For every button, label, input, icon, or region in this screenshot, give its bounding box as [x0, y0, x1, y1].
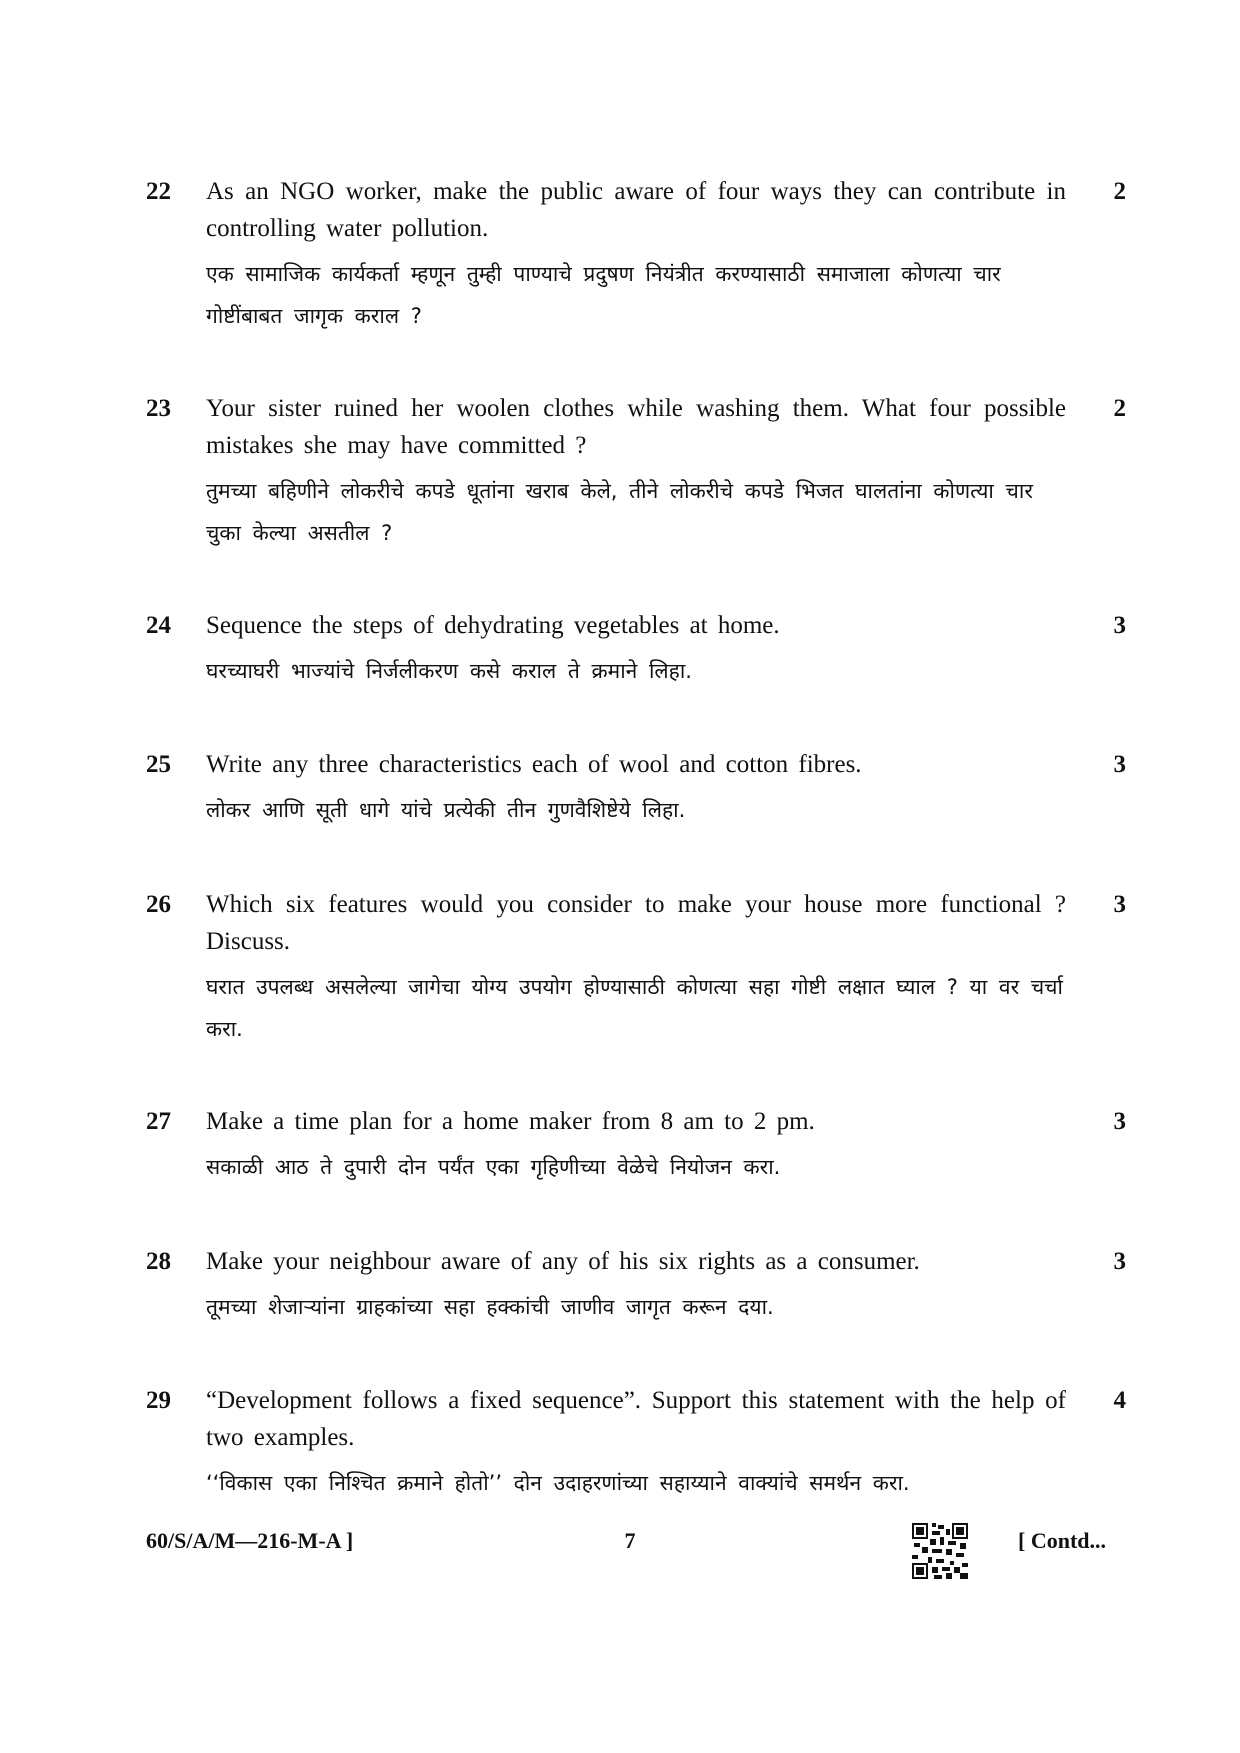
question-text-english: Write any three characteristics each of wool and cotton fibres. [206, 751, 862, 778]
question-text-marathi: लोकर आणि सूती धागे यांचे प्रत्येकी तीन गुणवैशिष्टेये लिहा. [206, 798, 686, 822]
question-text-marathi: एक सामाजिक कार्यकर्ता म्हणून तुम्ही पाण्याचे प्रदुषण नियंत्रीत करण्यासाठी समाजाला कोणत्या चार गोष्टींबाबत जागृक कराल ? [206, 262, 1001, 328]
question-marks: 4 [1113, 1387, 1126, 1414]
page-footer [0, 1523, 1240, 1583]
question-number: 29 [146, 1387, 171, 1414]
qr-code-icon [912, 1523, 968, 1579]
question-body [206, 1382, 1066, 1504]
question-text-marathi: ‘‘विकास एका निश्चित क्रमाने होतो’’ दोन उदाहरणांच्या सहाय्याने वाक्यांचे समर्थन करा. [206, 1471, 910, 1495]
question-marks: 3 [1113, 751, 1126, 778]
continued-label: [ Contd... [1018, 1528, 1107, 1553]
page-number: 7 [624, 1528, 636, 1553]
question-number: 25 [146, 751, 171, 778]
question-text-english: Sequence the steps of dehydrating vegetables at home. [206, 612, 780, 639]
question-number: 27 [146, 1108, 171, 1135]
question-text-marathi: घरच्याघरी भाज्यांचे निर्जलीकरण कसे कराल ते क्रमाने लिहा. [206, 659, 692, 683]
question-body [206, 390, 1066, 554]
question-marks: 3 [1113, 1248, 1126, 1275]
question-body [206, 746, 1066, 831]
question-marks: 3 [1113, 891, 1126, 918]
paper-code: 60/S/A/M—216-M-A ] [146, 1528, 354, 1553]
question-text-marathi: तूमच्या शेजाऱ्यांना ग्राहकांच्या सहा हक्कांची जाणीव जागृत करून दया. [206, 1295, 774, 1319]
question-body [206, 1103, 1066, 1188]
question-text-marathi: घरात उपलब्ध असलेल्या जागेचा योग्य उपयोग होण्यासाठी कोणत्या सहा गोष्टी लक्षात घ्याल ? या वर चर्चा करा. [206, 975, 1063, 1041]
question-text-english: Make a time plan for a home maker from 8 am to 2 pm. [206, 1108, 815, 1135]
question-text-english: “Development follows a fixed sequence”. Support this statement with the help of two examples. [206, 1387, 1066, 1451]
question-body [206, 173, 1066, 337]
question-text-english: As an NGO worker, make the public aware of four ways they can contribute in controlling water pollution. [206, 178, 1066, 242]
question-number: 26 [146, 891, 171, 918]
question-marks: 2 [1113, 395, 1126, 422]
question-number: 23 [146, 395, 171, 422]
question-number: 22 [146, 178, 171, 205]
question-text-english: Which six features would you consider to make your house more functional ? Discuss. [206, 891, 1066, 955]
question-number: 24 [146, 612, 171, 639]
question-body [206, 1243, 1066, 1328]
question-body [206, 886, 1066, 1050]
question-text-marathi: तुमच्या बहिणीने लोकरीचे कपडे धूतांना खराब केले, तीने लोकरीचे कपडे भिजत घालतांना कोणत्या चार चुका केल्या असतील ? [206, 479, 1033, 545]
question-marks: 3 [1113, 612, 1126, 639]
question-body [206, 607, 1066, 692]
question-text-english: Your sister ruined her woolen clothes while washing them. What four possible mistakes she may have committed ? [206, 395, 1066, 459]
question-text-english: Make your neighbour aware of any of his six rights as a consumer. [206, 1248, 920, 1275]
question-marks: 3 [1113, 1108, 1126, 1135]
question-text-marathi: सकाळी आठ ते दुपारी दोन पर्यंत एका गृहिणीच्या वेळेचे नियोजन करा. [206, 1155, 781, 1179]
question-marks: 2 [1113, 178, 1126, 205]
question-number: 28 [146, 1248, 171, 1275]
